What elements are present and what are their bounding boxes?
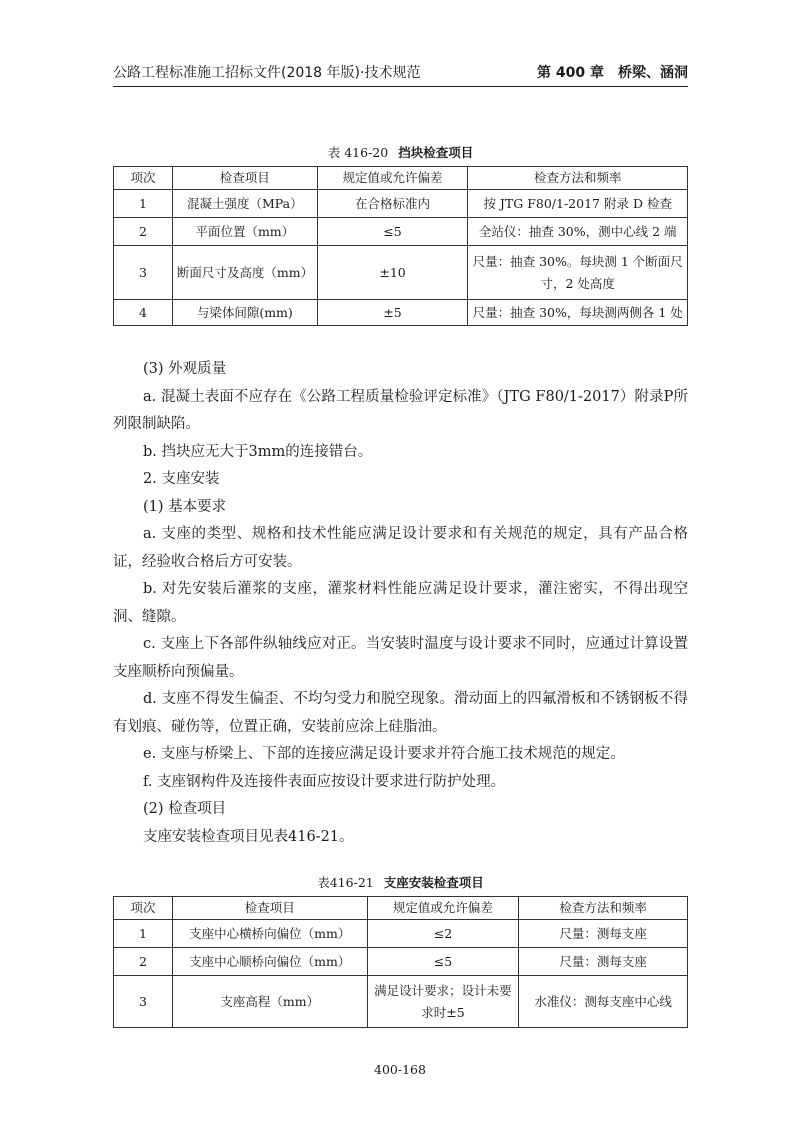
table2-caption (113, 873, 688, 891)
table1-cell: ±10 (317, 246, 468, 300)
table1-header-cell: 检查方法和频率 (468, 167, 688, 190)
table1-row (114, 246, 688, 300)
table2-cell: ≤5 (367, 948, 519, 976)
table2-title: 支座安装检查项目 (383, 875, 484, 890)
page-header (113, 52, 688, 87)
table2 (113, 896, 688, 1028)
table1-cell: ≤5 (317, 218, 468, 246)
paragraph: f. 支座钢构件及连接件表面应按设计要求进行防护处理。 (143, 773, 506, 790)
paragraph: c. 支座上下各部件纵轴线应对正。当安装时温度与设计要求不同时，应通过计算设置支座顺桥向预偏量。 (113, 636, 688, 680)
table1-cell: 尺量：抽查 30%，每块测两侧各 1 处 (468, 300, 688, 326)
paragraph: a. 支座的类型、规格和技术性能应满足设计要求和有关规范的规定，具有产品合格证，经验收合格后方可安装。 (113, 526, 688, 570)
table1-header-row (114, 167, 688, 190)
header-document-title: 公路工程标准施工招标文件(2018 年版)·技术规范 (113, 65, 421, 81)
table2-cell: 支座高程（mm） (172, 976, 367, 1028)
table1-number: 表 416-20 (327, 145, 389, 160)
paragraph: e. 支座与桥梁上、下部的连接应满足设计要求并符合施工技术规范的规定。 (143, 746, 625, 762)
table2-cell: 满足设计要求；设计未要求时±5 (367, 976, 519, 1028)
page-number: 400-168 (374, 1062, 426, 1077)
table1-cell: 与梁体间隙(mm) (172, 300, 317, 326)
table1-cell: 平面位置（mm） (172, 218, 317, 246)
table1-cell: ±5 (317, 300, 468, 326)
paragraph: (1) 基本要求 (143, 498, 227, 515)
table1-header-cell: 规定值或允许偏差 (317, 167, 468, 190)
body-text (113, 356, 688, 851)
table2-row (114, 976, 688, 1028)
table2-cell: ≤2 (367, 920, 519, 948)
paragraph: (3) 外观质量 (143, 361, 227, 377)
table1-caption (113, 143, 688, 161)
table1-row (114, 218, 688, 246)
paragraph: d. 支座不得发生偏歪、不均匀受力和脱空现象。滑动面上的四氟滑板和不锈钢板不得有划痕、碰伤等，位置正确，安装前应涂上硅脂油。 (113, 691, 688, 735)
table2-header-row (114, 897, 688, 920)
table2-cell: 尺量：测每支座 (519, 920, 688, 948)
table2-cell: 1 (114, 920, 173, 948)
table1-cell: 按 JTG F80/1-2017 附录 D 检查 (468, 190, 688, 218)
table2-cell: 水准仪：测每支座中心线 (519, 976, 688, 1028)
table1-cell: 混凝土强度（MPa） (172, 190, 317, 218)
table2-cell: 支座中心横桥向偏位（mm） (172, 920, 367, 948)
table2-cell: 3 (114, 976, 173, 1028)
paragraph: b. 对先安装后灌浆的支座，灌浆材料性能应满足设计要求，灌注密实，不得出现空洞、缝隙。 (113, 581, 688, 625)
table2-cell: 支座中心顺桥向偏位（mm） (172, 948, 367, 976)
table1-title: 挡块检查项目 (398, 145, 474, 160)
table2-number: 表416-21 (317, 875, 374, 890)
header-chapter-title: 第 400 章 桥梁、涵洞 (537, 65, 688, 81)
table1-cell: 断面尺寸及高度（mm） (172, 246, 317, 300)
table2-cell: 尺量：测每支座 (519, 948, 688, 976)
table2-header-cell: 规定值或允许偏差 (367, 897, 519, 920)
table2-row (114, 920, 688, 948)
table1-header-cell: 项次 (114, 167, 173, 190)
paragraph: a. 混凝土表面不应存在《公路工程质量检验评定标准》（JTG F80/1-2017）附录P所列限制缺陷。 (113, 388, 688, 432)
table1-cell: 3 (114, 246, 173, 300)
table1-header-cell: 检查项目 (172, 167, 317, 190)
table1-cell: 1 (114, 190, 173, 218)
table1-cell: 2 (114, 218, 173, 246)
table1-cell: 尺量：抽查 30%。每块测 1 个断面尺寸，2 处高度 (468, 246, 688, 300)
table2-cell: 2 (114, 948, 173, 976)
table1 (113, 166, 688, 326)
paragraph: b. 挡块应无大于3mm的连接错台。 (143, 443, 373, 460)
table1-cell: 4 (114, 300, 173, 326)
paragraph: 2. 支座安装 (143, 471, 220, 487)
paragraph: (2) 检查项目 (143, 801, 227, 817)
table1-cell: 全站仪：抽查 30%，测中心线 2 端 (468, 218, 688, 246)
table1-row (114, 190, 688, 218)
table1-cell: 在合格标准内 (317, 190, 468, 218)
paragraph: 支座安装检查项目见表416-21。 (143, 828, 354, 845)
table2-row (114, 948, 688, 976)
table1-row (114, 300, 688, 326)
table2-header-cell: 检查方法和频率 (519, 897, 688, 920)
table2-header-cell: 检查项目 (172, 897, 367, 920)
table2-header-cell: 项次 (114, 897, 173, 920)
